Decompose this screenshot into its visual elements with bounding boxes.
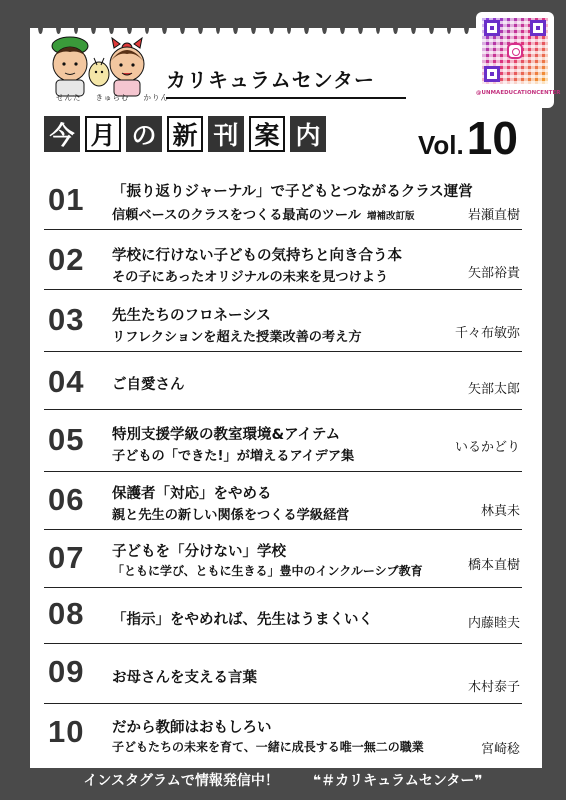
- book-author: 矢部裕貴: [467, 266, 520, 281]
- book-subtitle: リフレクションを超えた授業改善の考え方: [112, 330, 362, 345]
- book-item[interactable]: [44, 232, 542, 290]
- instagram-promo-text: インスタグラムで情報発信中！: [83, 773, 279, 789]
- book-author: 岩瀬直樹: [467, 208, 520, 223]
- spiral-hole: [198, 20, 203, 34]
- volume-label: [418, 112, 518, 164]
- headline: [44, 116, 326, 152]
- book-number: 07: [48, 540, 85, 575]
- book-number: 08: [48, 596, 85, 631]
- mascot-name: かりん: [143, 93, 169, 102]
- spiral-hole: [233, 20, 238, 34]
- book-subtitle: 子どもたちの未来を育て、一緒に成長する唯一無二の職業: [112, 740, 424, 754]
- book-subtitle: その子にあったオリジナルの未来を見つけよう: [112, 270, 389, 285]
- spiral-hole: [393, 20, 398, 34]
- book-number: 06: [48, 482, 85, 517]
- book-item[interactable]: [44, 172, 542, 230]
- book-number: 02: [48, 242, 85, 277]
- spiral-hole: [411, 20, 416, 34]
- book-number: 10: [48, 714, 85, 749]
- spiral-hole: [447, 20, 452, 34]
- book-author: 矢部太郎: [467, 382, 520, 397]
- book-author: いるかどり: [454, 440, 520, 455]
- headline-char: 内: [290, 116, 326, 152]
- edition-label: 増補改訂版: [366, 211, 415, 222]
- curriculum-center-title: カリキュラムセンター: [166, 64, 406, 99]
- book-number: 05: [48, 422, 85, 457]
- mascot-names: [56, 92, 169, 103]
- book-title: 特別支援学級の教室環境&アイテム: [112, 427, 341, 443]
- book-title: 保護者「対応」をやめる: [112, 486, 272, 502]
- book-title: 「振り返りジャーナル」で子どもとつながるクラス運営: [112, 184, 473, 200]
- instagram-qr-card[interactable]: [476, 12, 561, 108]
- spiral-hole: [304, 20, 309, 34]
- book-author: 内藤睦夫: [467, 616, 520, 631]
- book-title: だから教師はおもしろい: [112, 720, 272, 736]
- hashtag-text[interactable]: ❝＃カリキュラムセンター❞: [312, 773, 483, 789]
- book-number: 09: [48, 654, 85, 689]
- book-subtitle: 子どもの「できた!」が増えるアイデア集: [112, 449, 355, 464]
- book-author: 林真未: [480, 504, 520, 519]
- spiral-hole: [340, 20, 345, 34]
- book-item[interactable]: [44, 706, 542, 764]
- headline-char: 新: [167, 116, 203, 152]
- book-subtitle: 親と先生の新しい関係をつくる学級経営: [112, 508, 350, 523]
- headline-char: 月: [85, 116, 121, 152]
- book-number: 01: [48, 182, 85, 217]
- spiral-hole: [251, 20, 256, 34]
- spiral-hole: [464, 20, 469, 34]
- book-item[interactable]: [44, 292, 542, 352]
- volume-number: 10: [466, 112, 518, 164]
- book-item[interactable]: [44, 646, 542, 704]
- book-subtitle: 「ともに学び、ともに生きる」豊中のインクルーシブ教育: [112, 564, 423, 578]
- headline-char: 刊: [208, 116, 244, 152]
- spiral-hole: [358, 20, 363, 34]
- book-title: 子どもを「分けない」学校: [112, 544, 286, 560]
- mascot-name: きゅらむ: [95, 93, 130, 102]
- book-author: 千々布敏弥: [454, 326, 520, 341]
- headline-char: 案: [249, 116, 285, 152]
- headline-char: 今: [44, 116, 80, 152]
- book-number: 03: [48, 302, 85, 337]
- spiral-hole: [269, 20, 274, 34]
- instagram-icon: [507, 43, 523, 59]
- spiral-hole: [216, 20, 221, 34]
- book-title: 学校に行けない子どもの気持ちと向き合う本: [112, 248, 402, 264]
- book-item[interactable]: [44, 590, 542, 644]
- book-item[interactable]: [44, 412, 542, 472]
- book-item[interactable]: [44, 474, 542, 530]
- spiral-hole: [162, 20, 167, 34]
- book-title: 先生たちのフロネーシス: [112, 308, 271, 324]
- qr-code[interactable]: [482, 18, 548, 84]
- book-title: ご自愛さん: [112, 377, 185, 393]
- book-item[interactable]: [44, 532, 542, 588]
- spiral-hole: [287, 20, 292, 34]
- book-title: 「指示」をやめれば、先生はうまくいく: [112, 612, 373, 628]
- mascot-illustration: [44, 28, 156, 98]
- book-title: お母さんを支える言葉: [112, 670, 257, 686]
- book-number: 04: [48, 364, 85, 399]
- book-author: 宮崎稔: [480, 742, 520, 757]
- instagram-handle: @UNMAEDUCATIONCENTER: [476, 90, 561, 96]
- book-author: 橋本直樹: [467, 558, 520, 573]
- spiral-hole: [429, 20, 434, 34]
- spiral-hole: [376, 20, 381, 34]
- spiral-hole: [38, 20, 43, 34]
- spiral-hole: [322, 20, 327, 34]
- book-author: 木村泰子: [467, 680, 520, 695]
- book-subtitle: 信頼ベースのクラスをつくる最高のツール 増補改訂版: [112, 208, 415, 223]
- headline-char: の: [126, 116, 162, 152]
- footer: [0, 770, 566, 790]
- mascot-name: せんた: [56, 93, 82, 102]
- book-item[interactable]: [44, 354, 542, 410]
- volume-prefix: Vol.: [418, 130, 464, 160]
- spiral-hole: [180, 20, 185, 34]
